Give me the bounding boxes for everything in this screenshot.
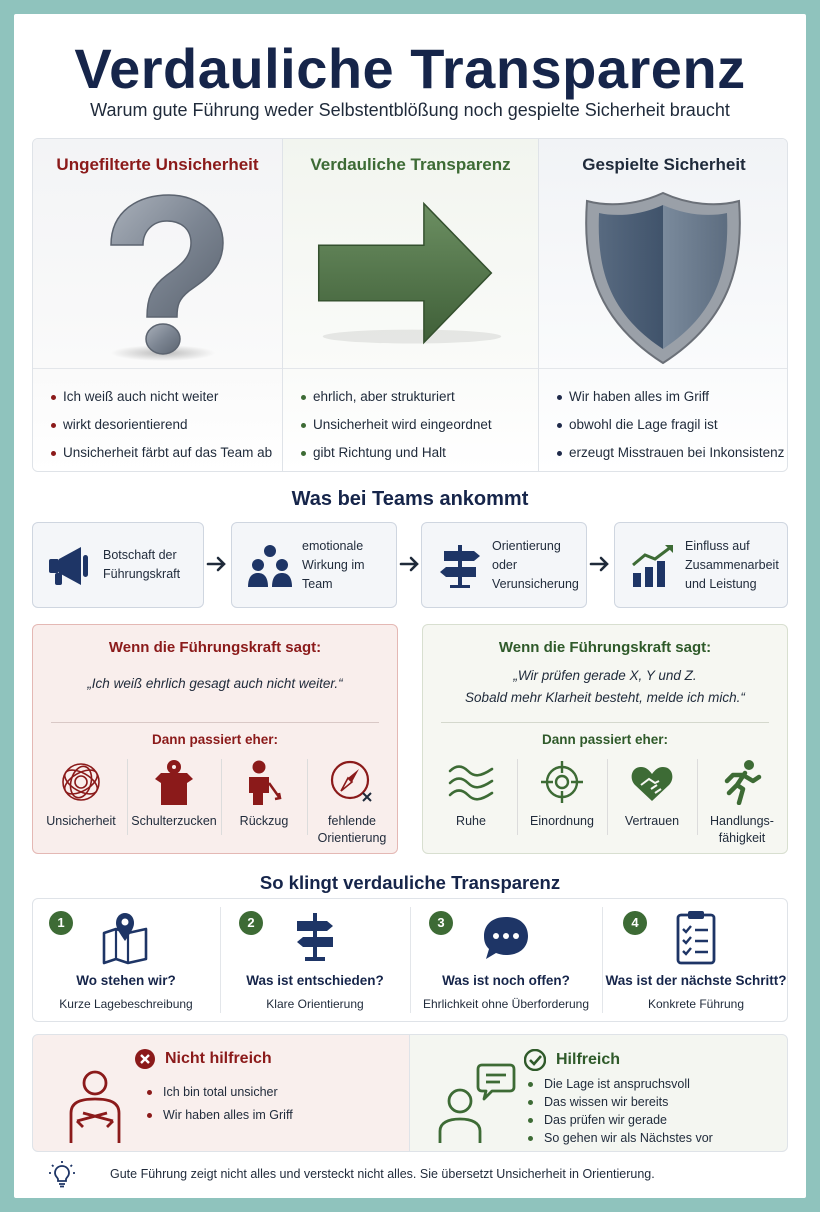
signpost-icon: [287, 909, 343, 965]
scenario-heading: Wenn die Führungskraft sagt:: [498, 639, 712, 656]
flow-step-label: Botschaft der Führungskraft: [103, 548, 181, 581]
column-feigned-security: [539, 139, 788, 471]
page-subtitle: Warum gute Führung weder Selbstentblößung noch gespielte Sicherheit braucht: [90, 100, 730, 120]
scenario-negative: [32, 624, 398, 854]
list-item: Unsicherheit färbt auf das Team ab: [53, 439, 274, 467]
flow-step-label: Einfluss auf Zusammenarbeit und Leistung: [685, 538, 779, 591]
effect-label: Unsicherheit: [46, 814, 116, 828]
arrow-right-icon: [206, 554, 228, 574]
scenario-positive: [422, 624, 788, 854]
checklist-icon: [668, 909, 724, 965]
step-title: Wo stehen wir?: [76, 973, 176, 988]
flow-step-label: Orientierung oder Verunsicherung: [492, 538, 579, 591]
effect-label: Rückzug: [239, 814, 289, 828]
withdrawal-icon: [241, 759, 287, 805]
bullet-list: [303, 383, 530, 467]
effect-label: fehlende Orientierung: [317, 814, 387, 845]
list-item: Das prüfen wir gerade: [528, 1111, 713, 1129]
step-item: [411, 899, 601, 1021]
effect-item: [609, 753, 695, 849]
not-helpful-label: Nicht hilfreich: [165, 1050, 272, 1067]
tangle-icon: [58, 759, 104, 805]
list-item: Wir haben alles im Griff: [559, 383, 781, 411]
effect-label: Schulterzucken: [131, 814, 217, 828]
shrug-icon: [151, 759, 197, 805]
steps-panel: [32, 898, 788, 1022]
list-item: Das wissen wir bereits: [528, 1093, 713, 1111]
effect-label: Ruhe: [456, 814, 486, 828]
list-item: Die Lage ist anspruchsvoll: [528, 1075, 713, 1093]
arrow-right-icon: [399, 554, 421, 574]
scenario-subheading: Dann passiert eher:: [151, 732, 279, 747]
step-number-badge: 3: [429, 911, 453, 935]
footer-text: Gute Führung zeigt nicht alles und versteckt nicht alles. Sie übersetzt Unsicherheit in Orientierung.: [110, 1167, 655, 1181]
not-helpful-heading: [135, 1049, 272, 1069]
infographic-page: [14, 14, 806, 1198]
list-item: Wir haben alles im Griff: [147, 1104, 293, 1127]
column-unfiltered-uncertainty: [33, 139, 282, 471]
column-title: Ungefilterte Unsicherheit: [56, 155, 259, 174]
map-pin-icon: [98, 909, 154, 965]
list-item: wirkt desorientierend: [53, 411, 274, 439]
flow-section-title: Was bei Teams ankommt: [291, 488, 529, 510]
list-item: Ich bin total unsicher: [147, 1081, 293, 1104]
effect-item: [309, 753, 395, 849]
step-item: [603, 899, 789, 1021]
comparison-panel: [32, 138, 788, 472]
step-description: Konkrete Führung: [647, 997, 745, 1011]
effect-item: [37, 753, 125, 849]
arrow-right-icon: [283, 187, 538, 367]
list-item: erzeugt Misstrauen bei Inkonsistenz: [559, 439, 781, 467]
waves-icon: [448, 759, 494, 805]
bullet-list: [559, 383, 785, 467]
not-helpful-panel: [32, 1034, 410, 1152]
step-title: Was ist der nächste Schritt?: [605, 973, 787, 988]
list-item: Unsicherheit wird eingeordnet: [303, 411, 530, 439]
target-icon: [539, 759, 585, 805]
step-title: Was ist noch offen?: [442, 973, 570, 988]
list-item: So gehen wir als Nächstes vor: [528, 1129, 713, 1147]
effect-item: [519, 753, 605, 849]
flow-step: [421, 522, 587, 608]
step-description: Klare Orientierung: [266, 997, 364, 1011]
flow-step: [231, 522, 397, 608]
step-description: Ehrlichkeit ohne Überforderung: [422, 997, 590, 1011]
shield-icon: [539, 187, 788, 367]
running-person-icon: [719, 759, 765, 805]
person-speaking-icon: [432, 1061, 516, 1145]
effect-label: Vertrauen: [624, 814, 680, 828]
page-title: Verdauliche Transparenz: [74, 37, 746, 100]
list-item: Ich weiß auch nicht weiter: [53, 383, 274, 411]
x-circle-icon: [135, 1049, 155, 1069]
helpful-panel: [409, 1034, 788, 1152]
flow-step: [32, 522, 204, 608]
scenario-quote: „Wir prüfen gerade X, Y und Z. Sobald mehr Klarheit besteht, melde ich mich.“: [465, 668, 745, 705]
effect-item: [427, 753, 515, 849]
effect-item: [129, 753, 219, 849]
broken-compass-icon: [329, 759, 375, 805]
step-number-badge: 2: [239, 911, 263, 935]
column-title: Gespielte Sicherheit: [582, 155, 746, 174]
helpful-heading: [524, 1049, 620, 1071]
handshake-heart-icon: [629, 759, 675, 805]
flow-step-label: emotionale Wirkung im Team: [302, 538, 365, 591]
step-number-badge: 4: [623, 911, 647, 935]
scenario-subheading: Dann passiert eher:: [541, 732, 669, 747]
step-title: Was ist entschieden?: [246, 973, 384, 988]
arrow-right-icon: [589, 554, 611, 574]
check-circle-icon: [524, 1049, 546, 1071]
team-icon: [246, 543, 294, 589]
footer: [48, 1160, 788, 1188]
column-digestible-transparency: [282, 139, 539, 471]
megaphone-icon: [47, 543, 95, 589]
step-description: Kurze Lagebeschreibung: [59, 997, 193, 1011]
flow-step: [614, 522, 788, 608]
column-title: Verdauliche Transparenz: [310, 155, 511, 174]
step-number-badge: 1: [49, 911, 73, 935]
scenario-quote: „Ich weiß ehrlich gesagt auch nicht weiter.“: [87, 676, 343, 691]
effect-item: [699, 753, 785, 849]
not-helpful-list: [147, 1081, 293, 1127]
growth-chart-icon: [629, 543, 677, 589]
step-item: [221, 899, 409, 1021]
question-mark-icon: [33, 187, 282, 367]
helpful-label: Hilfreich: [556, 1051, 621, 1068]
effect-label: Handlungs- fähigkeit: [710, 814, 774, 845]
speech-bubble-icon: [478, 909, 534, 965]
steps-section-title: So klingt verdauliche Transparenz: [259, 872, 561, 893]
helpful-list: [528, 1075, 713, 1147]
signpost-icon: [436, 543, 484, 589]
effect-item: [223, 753, 305, 849]
list-item: gibt Richtung und Halt: [303, 439, 530, 467]
effect-label: Einordnung: [530, 814, 594, 828]
lightbulb-icon: [48, 1160, 76, 1188]
list-item: obwohl die Lage fragil ist: [559, 411, 781, 439]
scenario-heading: Wenn die Führungskraft sagt:: [108, 639, 322, 656]
list-item: ehrlich, aber strukturiert: [303, 383, 530, 411]
person-arms-crossed-icon: [67, 1069, 123, 1145]
step-item: [33, 899, 219, 1021]
bullet-list: [53, 383, 274, 467]
